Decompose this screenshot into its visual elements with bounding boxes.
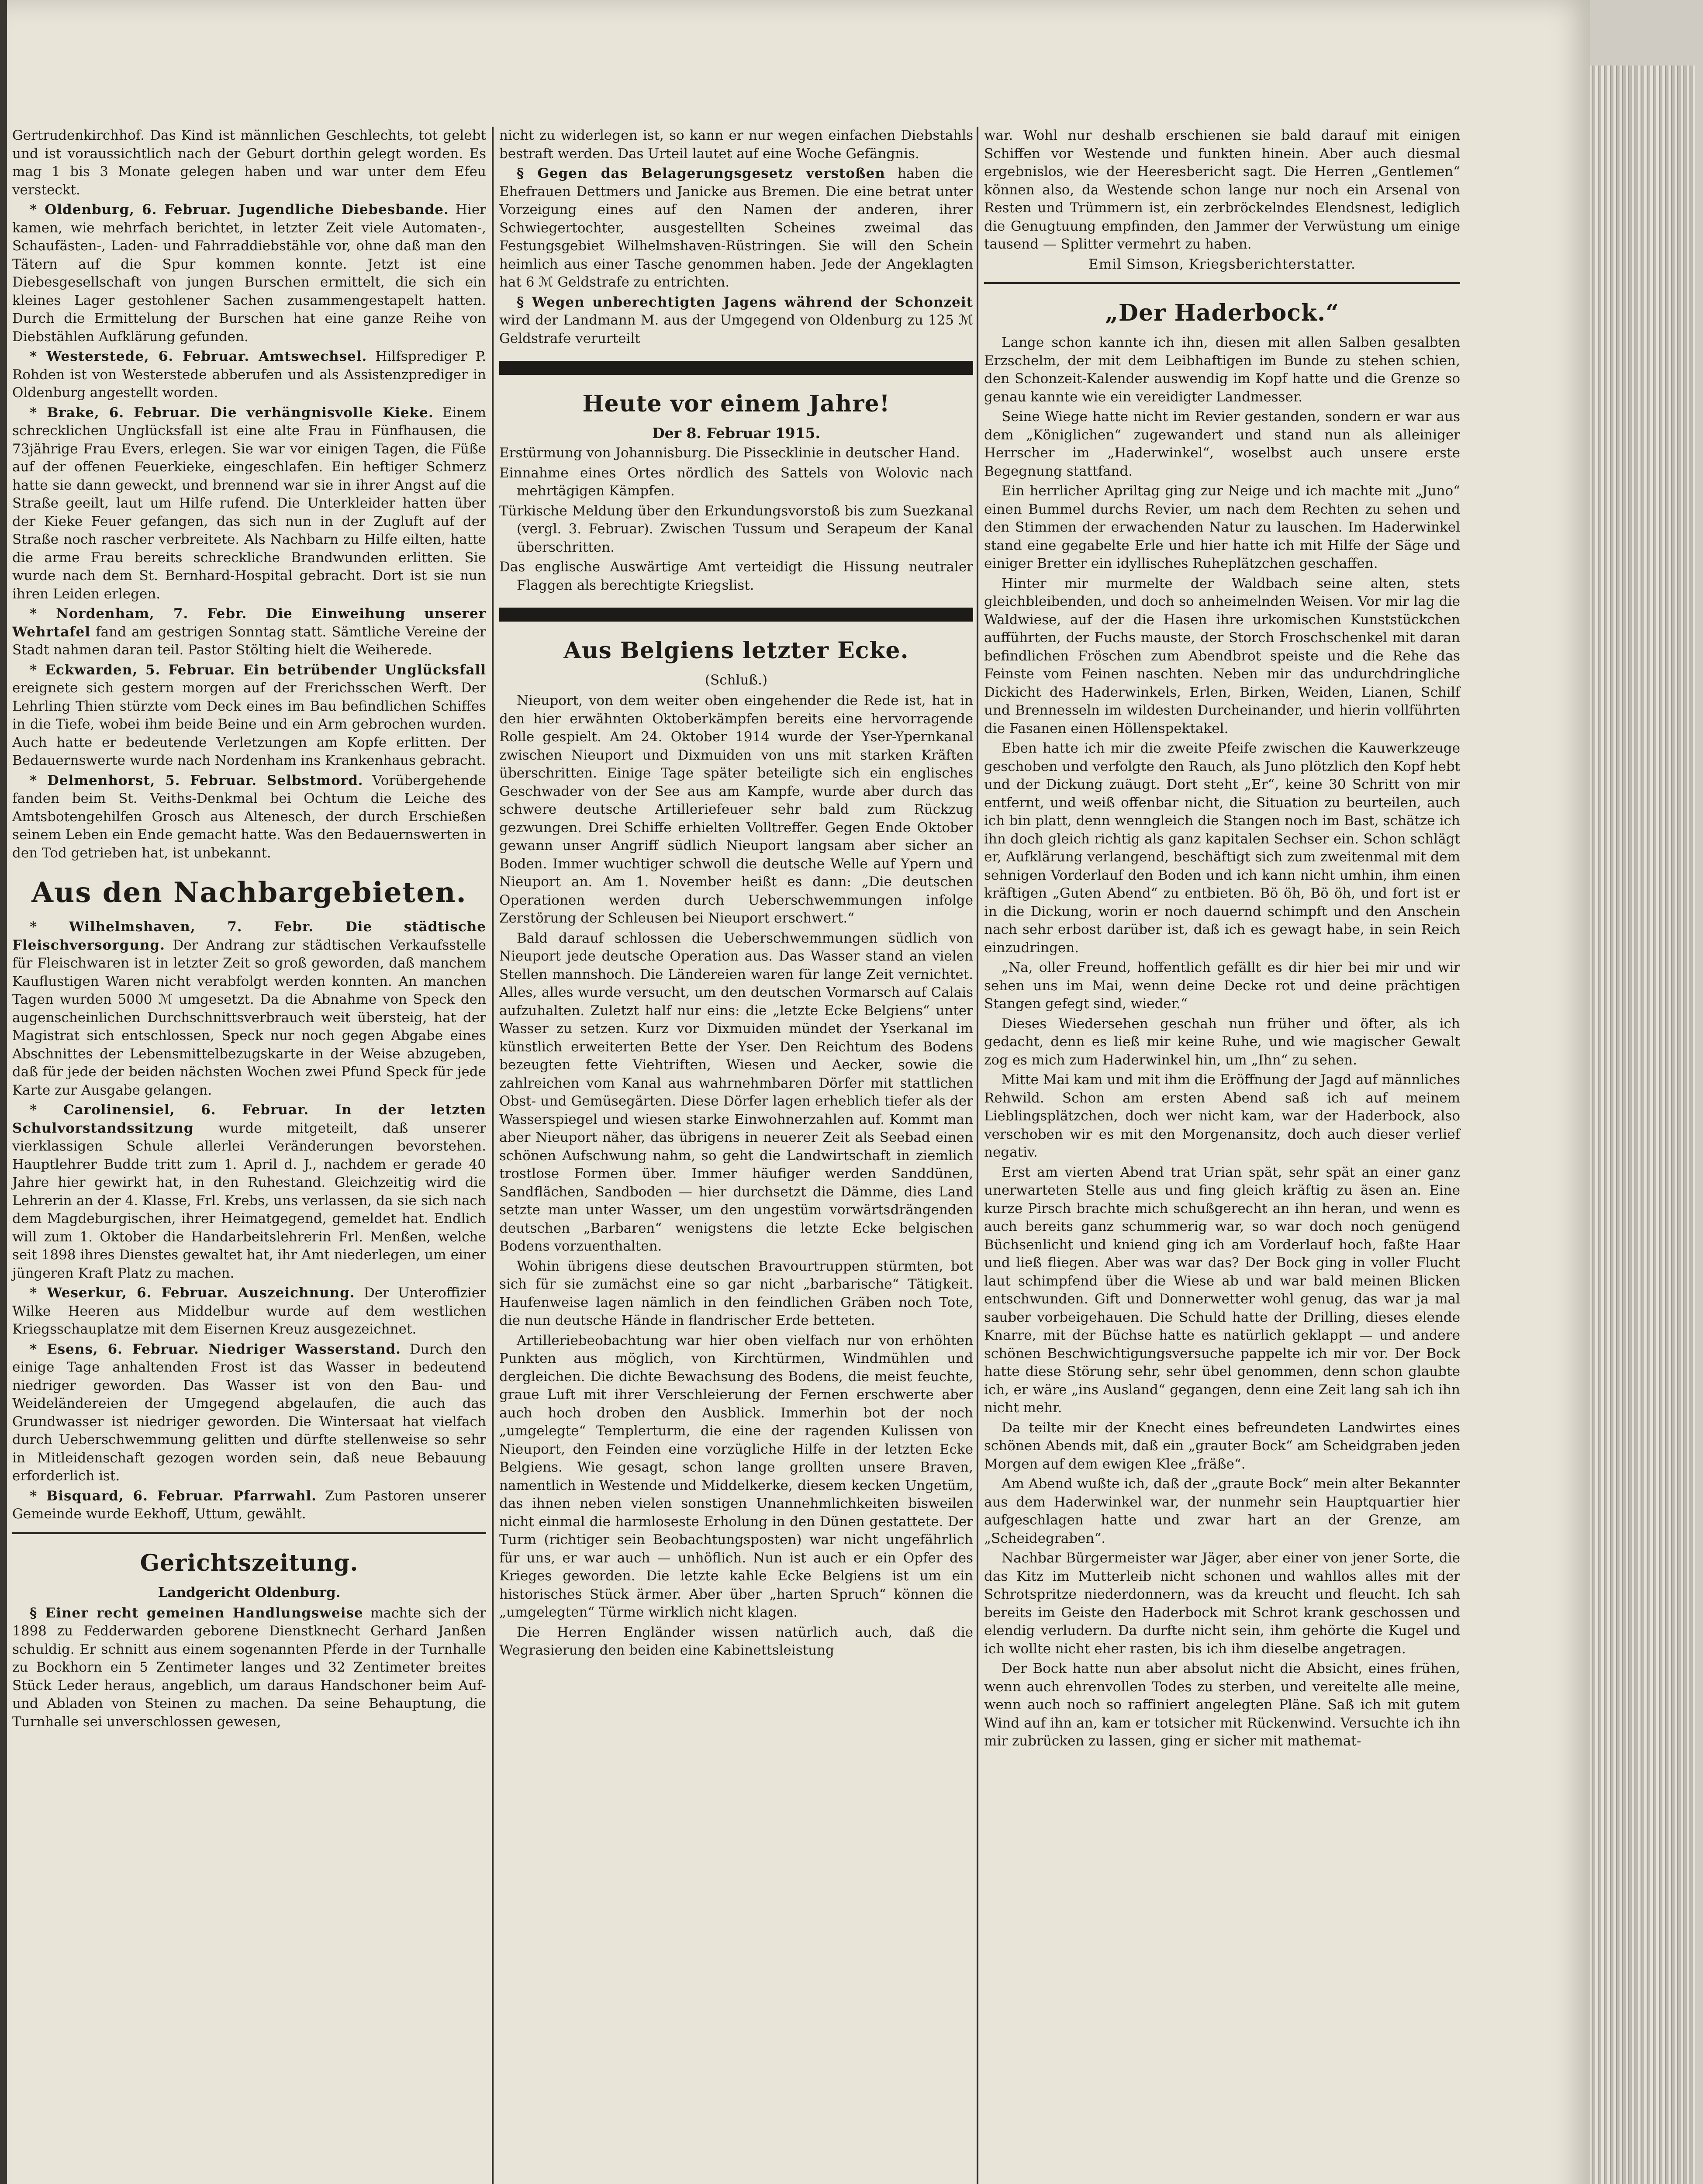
court-lead: § Einer recht gemeinen Handlungsweise — [30, 1605, 363, 1621]
paragraph: Erst am vierten Abend trat Urian spät, sehr spät an einer ganz unerwarteten Stelle aus und fing gleich kräftig zu äsen an. Eine kurze Pirsch brachte mich schußgerecht an ihn heran, und wenn es auch bereits ganz schummerig war, so war doch noch genügend Büchsenlicht und kniend ging ich am Vorderlauf hoch, faßte Haar und ließ fliegen. Aber was war das? Der Bock ging in voller Flucht laut schimpfend über die Wiese ab und war bald meinen Blicken entschwunden. Gift und Donnerwetter wohl genug, das war ja mal sauber vorbeigehauen. Die Schuld hatte der Drilling, dieses elende Knarre, mit der Büchse hatte es natürlich geklappt — und andere schönen Beschwichtigungsversuche pappelte ich mir vor. Der Bock hatte diese Störung sehr, sehr übel genommen, denn schon glaubte ich, er wäre „ins Ausland“ gegangen, denn eine Zeit lang sah ich ihn nicht mehr. — [984, 1164, 1460, 1416]
news-item-lead: § Wegen unberechtigten Jagens während der Schonzeit — [517, 294, 973, 310]
paragraph: Lange schon kannte ich ihn, diesen mit allen Salben gesalbten Erzschelm, der mit dem Leibhaftigen im Bunde zu stehen schien, den Schonzeit-Kalender auswendig im Kopf hatte und die Grenze so genau kannte wie ein vereidigter Landmesser. — [984, 335, 1460, 405]
separator-rule — [12, 1532, 486, 1534]
neighbor-news — [12, 918, 486, 1524]
news-item — [12, 1341, 486, 1486]
news-item — [499, 294, 973, 348]
paragraph: Da teilte mir der Knecht eines befreundeten Landwirtes eines schönen Abends mit, daß ein „grauter Bock“ am Scheidgraben jeden Morgen auf dem ewigen Klee „fräße“. — [984, 1420, 1460, 1472]
belgium-subheading: (Schluß.) — [705, 672, 768, 688]
year-items — [499, 444, 973, 594]
news-item-text: Einem schrecklichen Unglücksfall ist eine alte Frau in Fünfhausen, die 73jährige Frau Evers, erlegen. Sie war vor einigen Tagen, die Füße auf der offenen Feuerkieke, eingeschlafen. Ein heftiger Schmerz hatte sie dann geweckt, und brennend war sie in ihrer Angst auf die Straße geeilt, laut um Hilfe rufend. Die Unterkleider hatten über der Kieke Feuer gefangen, das sich nun in der Zugluft auf der Straße noch rascher verbreitete. Als Nachbarn zu Hilfe eilten, hatte die arme Frau bereits schreckliche Brandwunden erlitten. Sie wurde nach dem St. Bernhard-Hospital gebracht. Dort ist sie nun ihren Leiden erlegen. — [12, 404, 486, 602]
paragraph: Dieses Wiedersehen geschah nun früher und öfter, als ich gedacht, denn es ließ mir keine Ruhe, und wie magischer Gewalt zog es mich zum Haderwinkel hin, um „Ihn“ zu sehen. — [984, 1016, 1460, 1068]
news-item — [12, 661, 486, 770]
news-item — [12, 1101, 486, 1282]
black-bar-1 — [499, 361, 973, 375]
news-item-text: Der Andrang zur städtischen Verkaufsstelle für Fleischwaren ist in letzter Zeit so groß geworden, daß manchem Kauflustigen Waren nicht verabfolgt werden konnten. An manchen Tagen wurden 5000 ℳ umgesetzt. Da die Abnahme von Speck den augenscheinlichen Durchschnittsverbrauch weit übersteig, hat der Magistrat sich entschlossen, Speck nur noch gegen Abgabe eines Abschnittes der Lebensmittelbezugskarte in der Weise abzugeben, daß für jede der beiden nächsten Wochen zwei Pfund Speck für jede Karte zur Ausgabe gelangen. — [12, 937, 486, 1098]
court-news-continued — [499, 127, 973, 348]
news-item-text: Zum Pastoren unserer Gemeinde wurde Eekhoff, Uttum, gewählt. — [12, 1488, 487, 1522]
news-item-lead: * Brake, 6. Februar. Die verhängnisvolle Kieke. — [30, 404, 434, 421]
paragraph: Mitte Mai kam und mit ihm die Eröffnung der Jagd auf männliches Rehwild. Schon am ersten Abend saß ich auf meinem Lieblingsplätzchen, doch wer nicht kam, war der Haderbock, also verschoben wir es mit den Morgenansitz, doch auch dieser verlief negativ. — [984, 1072, 1460, 1160]
news-item-text: wird der Landmann M. aus der Umgegend von Oldenburg zu 125 ℳ Geldstrafe verurteilt — [499, 312, 973, 346]
news-item-lead: * Nordenham, 7. Febr. Die Einweihung unserer Wehrtafel — [12, 606, 486, 640]
paragraph: Am Abend wußte ich, daß der „graute Bock“ mein alter Bekannter aus dem Haderwinkel war, der nunmehr sein Hauptquartier hier aufgeschlagen hatte und zwar hart an der Grenze, am „Scheidegraben“. — [984, 1476, 1460, 1546]
column-rule-2 — [977, 127, 978, 2184]
news-item — [499, 165, 973, 292]
paragraph: Artilleriebeobachtung war hier oben vielfach nur von erhöhten Punkten aus möglich, von Kirchtürmen, Windmühlen und dergleichen. Die dichte Bewachsung des Bodens, die meist feuchte, graue Luft mit ihrer Verschleierung der Fernen erschwerte aber auch hoch droben den Ausblick. Immerhin bot der noch „umgelegte“ Templerturm, die eine der ragenden Kulissen von Nieuport, den Feinden eine vorzügliche Hilfe in der letzten Ecke Belgiens. Wie gesagt, schon lange grollten unsere Braven, namentlich in Westende und Middelkerke, diesem kecken Ungetüm, das ihnen neben vielen sonstigen Unannehmlichkeiten bisweilen nicht einmal die harmloseste Erholung in den Dünen gestattete. Der Turm (richtiger sein Beobachtungsposten) war nicht ungefährlich für uns, er war auch — unhöflich. Nun ist auch er ein Opfer des Krieges geworden. Die letzte kahle Ecke Belgiens ist um ein historisches Stück ärmer. Aber über „harten Spruch“ können die „umgelegten“ Türme wirklich nicht klagen. — [499, 1332, 973, 1620]
news-item-text: Hilfsprediger P. Rohden ist von Westerstede abberufen und als Assistenzprediger in Oldenburg angestellt worden. — [12, 349, 486, 401]
belgium-article-end — [984, 127, 1460, 254]
news-item-lead: * Eckwarden, 5. Februar. Ein betrübender Unglücksfall — [30, 662, 486, 678]
court-paragraph — [12, 1604, 486, 1731]
court-text: machte sich der 1898 zu Fedderwarden geborene Dienstknecht Gerhard Janßen schuldig. Er schnitt aus einem sogenannten Pferde in der Turnhalle zu Bockhorn ein 5 Zentimeter langes und 32 Zentimeter breites Stück Leder heraus, angeblich, um daraus Handschoner beim Auf- und Abladen von Steinen zu machen. Da seine Behauptung, die Turnhalle sei unverschlossen gewesen, — [12, 1605, 487, 1730]
news-item — [12, 918, 486, 1099]
year-item: Einnahme eines Ortes nördlich des Sattels von Wolovic nach mehrtägigen Kämpfen. — [499, 465, 973, 499]
court-subheading: Landgericht Oldenburg. — [158, 1584, 341, 1600]
paragraph: „Na, oller Freund, hoffentlich gefällt es dir hier bei mir und wir sehen uns im Mai, wenn deine Decke rot und deine prächtigen Stangen gefegt sind, wieder.“ — [984, 960, 1460, 1012]
news-item-text: Durch den einige Tage anhaltenden Frost ist das Wasser in bedeutend niedriger geworden. Das Wasser ist von den Bau- und Weideländereien der Umgegend abgelaufen, die auch das Grundwasser ist niedriger geworden. Die Wintersaat hat vielfach durch Ueberschwemmung gelitten und dürfte stellenweise so sehr in Mitleidenschaft gezogen worden sein, daß neue Bebauung erforderlich ist. — [12, 1341, 486, 1484]
paragraph: Nachbar Bürgermeister war Jäger, aber einer von jener Sorte, die das Kitz im Mutterleib nicht schonen und wahllos alles mit der Schrotspritze niederdonnern, was da kreucht und fleucht. Ich sah bereits im Geiste den Haderbock mit Schrot krank geschossen und elendig verludern. Da durfte nicht sein, ihm gehörte die Kugel und ich wollte nicht eher rasten, bis ich ihm dieselbe angetragen. — [984, 1550, 1460, 1657]
news-item-lead: * Westerstede, 6. Februar. Amtswechsel. — [30, 349, 367, 364]
paragraph: Hinter mir murmelte der Waldbach seine alten, stets gleichbleibenden, und doch so anheimelnden Weisen. Vor mir lag die Waldwiese, auf der die Hasen ihre urkomischen Kunststückchen aufführten, der Fuchs mauste, der Storch Froschschenkel mit daran befindlichen Fröschen zum Abendbrot speiste und die Rehe das Feinste vom Feinen naschten. Neben mir das undurchdringliche Dickicht des Haderwinkels, Erlen, Birken, Weiden, Lianen, Schilf und Brennesseln im wildesten Durcheinander, und hierin vollführten die Fasanen einen Höllenspektakel. — [984, 575, 1460, 736]
belgium-author: Emil Simson, Kriegsberichterstatter. — [1088, 256, 1356, 272]
year-item: Türkische Meldung über den Erkundungsvorstoß bis zum Suezkanal (vergl. 3. Februar). Zwischen Tussum und Serapeum der Kanal überschritten. — [499, 503, 973, 555]
news-item-lead: * Carolinensiel, 6. Februar. In der letzten Schulvorstandssitzung — [12, 1102, 486, 1136]
news-item — [12, 348, 486, 402]
paragraph: Ein herrlicher Apriltag ging zur Neige und ich machte mit „Juno“ einen Bummel durchs Revier, um nach dem Rechten zu sehen und den Stimmen der erwachenden Natur zu lauschen. Im Haderwinkel stand eine gegabelte Erle und hier hatte ich mit Hilfe der Säge und einiger Bretter ein idyllisches Ruheplätzchen geschaffen. — [984, 483, 1460, 571]
section-heading-nachbargebiete: Aus den Nachbargebieten. — [31, 876, 467, 909]
paragraph: Bald darauf schlossen die Ueberschwemmungen südlich von Nieuport jede deutsche Operation aus. Das Wasser stand an vielen Stellen mannshoch. Die Ländereien waren für lange Zeit vernichtet. Alles, alles wurde versucht, um den deutschen Vormarsch auf Calais aufzuhalten. Zuletzt half nur eins: die „letzte Ecke Belgiens“ unter Wasser zu setzen. Kurz vor Dixmuiden mündet der Yserkanal im künstlich erweiterten Bette der Yser. Den Reichtum des Bodens bezeugten fette Viehtriften, Wiesen und Aecker, sowie die zahlreichen vom Kanal aus wahrnehmbaren Dörfer mit stattlichen Obst- und Gemüsegärten. Diese Dörfer lagen erheblich tiefer als der Wasserspiegel und wiesen starke Einwohnerzahlen auf. Kommt man aber Nieuport näher, das übrigens in neuerer Zeit als Seebad einen schönen Aufschwung nahm, so geht die Landwirtschaft in ziemlich trostlose Formen über. Immer häufiger werden Sanddünen, Sandflächen, Sandboden — hier durchsetzt die Dämme, dies Land setzte man unter Wasser, um den ungestüm vorwärtsdrängenden deutschen „Barbaren“ wenigstens die letzte Ecke belgischen Bodens vorzuenthalten. — [499, 930, 973, 1254]
news-item-lead: * Weserkur, 6. Februar. Auszeichnung. — [30, 1285, 355, 1301]
column-3 — [984, 127, 1460, 1752]
local-news — [12, 127, 486, 862]
column-2 — [499, 127, 973, 1662]
column-rule-1 — [492, 127, 494, 2184]
paragraph: war. Wohl nur deshalb erschienen sie bald darauf mit einigen Schiffen vor Westende und funkten hinein. Aber auch diesmal ergebnislos, wie der Heeresbericht sagt. Die Herren „Gentlemen“ können also, da Westende schon lange nur noch ein Arsenal von Resten und Trümmern ist, ein zerbröckelndes Elendsnest, lediglich die Genugtuung empfinden, den Jammer der Verwüstung um einige tausend — Splitter vermehrt zu haben. — [984, 128, 1460, 252]
news-item-lead: * Esens, 6. Februar. Niedriger Wasserstand. — [30, 1341, 401, 1357]
belgium-article — [499, 692, 973, 1660]
paragraph: Wohin übrigens diese deutschen Bravourtruppen stürmten, bot sich für sie zumächst eine so gar nicht „barbarische“ Tätigkeit. Haufenweise lagen nämlich in den feindlichen Gräben noch Tote, die nun deutsche Hände in flandrischer Erde betteten. — [499, 1258, 973, 1328]
paragraph: Seine Wiege hatte nicht im Revier gestanden, sondern er war aus dem „Königlichen“ zugewandert und stand nun als alleiniger Herrscher im „Haderwinkel“, woselbst auch unsere erste Begegnung stattfand. — [984, 409, 1460, 479]
news-item-lead: * Bisquard, 6. Februar. Pfarrwahl. — [30, 1488, 317, 1504]
news-item-text: haben die Ehefrauen Dettmers und Janicke aus Bremen. Die eine betrat unter Vorzeigung eines auf den Namen der anderen, ihrer Schwiegertochter, ausgestellten Scheines zweimal das Festungsgebiet Wilhelmshaven-Rüstringen. Sie will den Schein heimlich aus einer Tasche genommen haben. Jede der Angeklagten hat 6 ℳ Geldstrafe zu entrichten. — [499, 166, 973, 290]
news-item-text: fand am gestrigen Sonntag statt. Sämtliche Vereine der Stadt nahmen daran teil. Pastor Stölting hielt die Weiherede. — [12, 624, 486, 658]
column-1 — [12, 127, 486, 1733]
separator-rule-3 — [984, 282, 1460, 284]
news-item — [12, 201, 486, 346]
news-item — [12, 404, 486, 604]
news-item — [12, 605, 486, 660]
black-bar-2 — [499, 608, 973, 622]
binding-edge — [0, 0, 7, 2184]
news-item-lead: * Delmenhorst, 5. Februar. Selbstmord. — [30, 772, 363, 788]
paragraph: Der Bock hatte nun aber absolut nicht die Absicht, eines frühen, wenn auch ehrenvollen Todes zu sterben, und vereitelte alle meine, wenn auch noch so raffiniert angelegten Pläne. Saß ich mit gutem Wind auf ihn an, kam er totsicher mit Rückenwind. Versuchte ich ihn mir zubrücken zu lassen, ging er sicher mit mathemat- — [984, 1661, 1460, 1749]
year-item: Das englische Auswärtige Amt verteidigt die Hissung neutraler Flaggen als berechtigte Kriegslist. — [499, 559, 973, 593]
news-item-lead: * Wilhelmshaven, 7. Febr. Die städtische Fleischversorgung. — [12, 919, 486, 953]
news-item — [499, 127, 973, 163]
year-date: Der 8. Februar 1915. — [652, 425, 821, 442]
news-item-text: ereignete sich gestern morgen auf der Frerichsschen Werft. Der Lehrling Thien stürzte vom Deck eines im Bau befindlichen Schiffes in die Tiefe, wobei ihm beide Beine und ein Arm gebrochen wurden. Auch hatte er bedeutende Verletzungen am Kopfe erlitten. Der Bedauernswerte wurde nach Nordenham ins Krankenhaus gebracht. — [12, 680, 486, 768]
news-item — [12, 127, 486, 199]
news-item — [12, 1284, 486, 1339]
haderbock-story — [984, 334, 1460, 1751]
heading-heute-vor-einem-jahre: Heute vor einem Jahre! — [582, 390, 890, 417]
news-item-text: Vorübergehende fanden beim St. Veiths-Denkmal bei Ochtum die Leiche des Amtsbotengehilfen Grosch aus Altenesch, der durch Erschießen seinem Leben ein Ende gemacht hatte. Was den Bedauernswerten in den Tod getrieben hat, ist unbekannt. — [12, 772, 486, 861]
news-item-lead: * Oldenburg, 6. Februar. Jugendliche Diebesbande. — [30, 202, 449, 218]
paragraph: Nieuport, von dem weiter oben eingehender die Rede ist, hat in den hier erwähnten Oktoberkämpfen bereits eine hervorragende Rolle gespielt. Am 24. Oktober 1914 wurde der Yser-Ypernkanal zwischen Nieuport und Dixmuiden von uns mit starken Kräften überschritten. Einige Tage später beteiligte sich ein englisches Geschwader von der See aus am Kampfe, wurde aber durch das schwere deutsche Artilleriefeuer sehr bald zum Rückzug gezwungen. Drei Schiffe erhielten Volltreffer. Gegen Ende Oktober gewann unser Angriff südlich Nieuport langsam aber sicher an Boden. Immer wuchtiger schwoll die deutsche Welle auf Ypern und Nieuport an. Am 1. November heißt es dann: „Die deutschen Operationen werden durch Ueberschwemmungen infolge Zerstörung der Schleusen bei Nieuport erschwert.“ — [499, 693, 973, 926]
heading-belgien: Aus Belgiens letzter Ecke. — [563, 637, 909, 664]
paragraph: Die Herren Engländer wissen natürlich auch, daß die Wegrasierung den beiden eine Kabinettsleistung — [499, 1624, 973, 1658]
news-item-text: Der Unteroffizier Wilke Heeren aus Middelbur wurde auf dem westlichen Kriegsschauplatze mit dem Eisernen Kreuz ausgezeichnet. — [12, 1285, 487, 1337]
news-item-lead: § Gegen das Belagerungsgesetz verstoßen — [517, 166, 885, 181]
news-item — [12, 772, 486, 863]
paragraph: Eben hatte ich mir die zweite Pfeife zwischen die Kauwerkzeuge geschoben und verfolgte den Rauch, als Juno plötzlich den Kopf hebt und der Dickung zuäugt. Dort steht „Er“, keine 30 Schritt von mir entfernt, und weiß offenbar nicht, die Situation zu beurteilen, auch ich bin platt, denn wenngleich die Stangen noch im Bast, schätze ich ihn doch gleich richtig als ganz kapitalen Sechser ein. Schon schlägt er, Aufklärung verlangend, beschäftigt sich zum zweitenmal mit dem sehnigen Vorderlauf den Boden und ich kann nicht umhin, ihm einen kräftigen „Guten Abend“ zu entbieten. Bö öh, Bö öh, und fort ist er in die Dickung, worin er noch dauernd schimpft und den Anschein nach sehr erbost darüber ist, daß ich es gewagt habe, in sein Reich einzudringen. — [984, 740, 1460, 956]
news-item-text: Hier kamen, wie mehrfach berichtet, in letzter Zeit viele Automaten-, Schaufästen-, Laden- und Fahrraddiebstähle vor, ohne daß man den Tätern auf die Spur kommen konnte. Jetzt ist eine Diebesgesellschaft von jungen Burschen ermittelt, die sich ein kleines Lager gestohlener Sachen zusammengestapelt hatten. Durch die Ermittelung der Burschen hat eine ganze Reihe von Diebstählen Aufklärung gefunden. — [12, 202, 486, 345]
year-item: Erstürmung von Johannisburg. Die Pissecklinie in deutscher Hand. — [499, 445, 960, 461]
section-heading-gerichtszeitung: Gerichtszeitung. — [140, 1549, 359, 1576]
news-item — [12, 1487, 486, 1524]
news-item-text: Gertrudenkirchhof. Das Kind ist männlichen Geschlechts, tot gelebt und ist voraussichtlich nach der Geburt dorthin gelegt worden. Es mag 1 bis 3 Monate gelegen haben und war unter dem Efeu versteckt. — [12, 128, 486, 198]
news-item-text: nicht zu widerlegen ist, so kann er nur wegen einfachen Diebstahls bestraft werden. Das Urteil lautet auf eine Woche Gefängnis. — [499, 128, 973, 162]
news-item-text: wurde mitgeteilt, daß unserer vierklassigen Schule allerlei Veränderungen bevorstehen. Hauptlehrer Budde tritt zum 1. April d. J., nachdem er gerade 40 Jahre hier gewirkt hat, in den Ruhestand. Gleichzeitig wird die Lehrerin an der 4. Klasse, Frl. Krebs, uns verlassen, da sie sich nach dem Magdeburgischen, ihrer Heimatgegend, gemeldet hat. Endlich will zum 1. Oktober die Handarbeitslehrerin Frl. Menßen, welche seit 1898 ihres Dienstes gewaltet hat, ihr Amt niederlegen, um einer jüngeren Kraft Platz zu machen. — [12, 1120, 486, 1281]
heading-haderbock: „Der Haderbock.“ — [1105, 300, 1339, 326]
